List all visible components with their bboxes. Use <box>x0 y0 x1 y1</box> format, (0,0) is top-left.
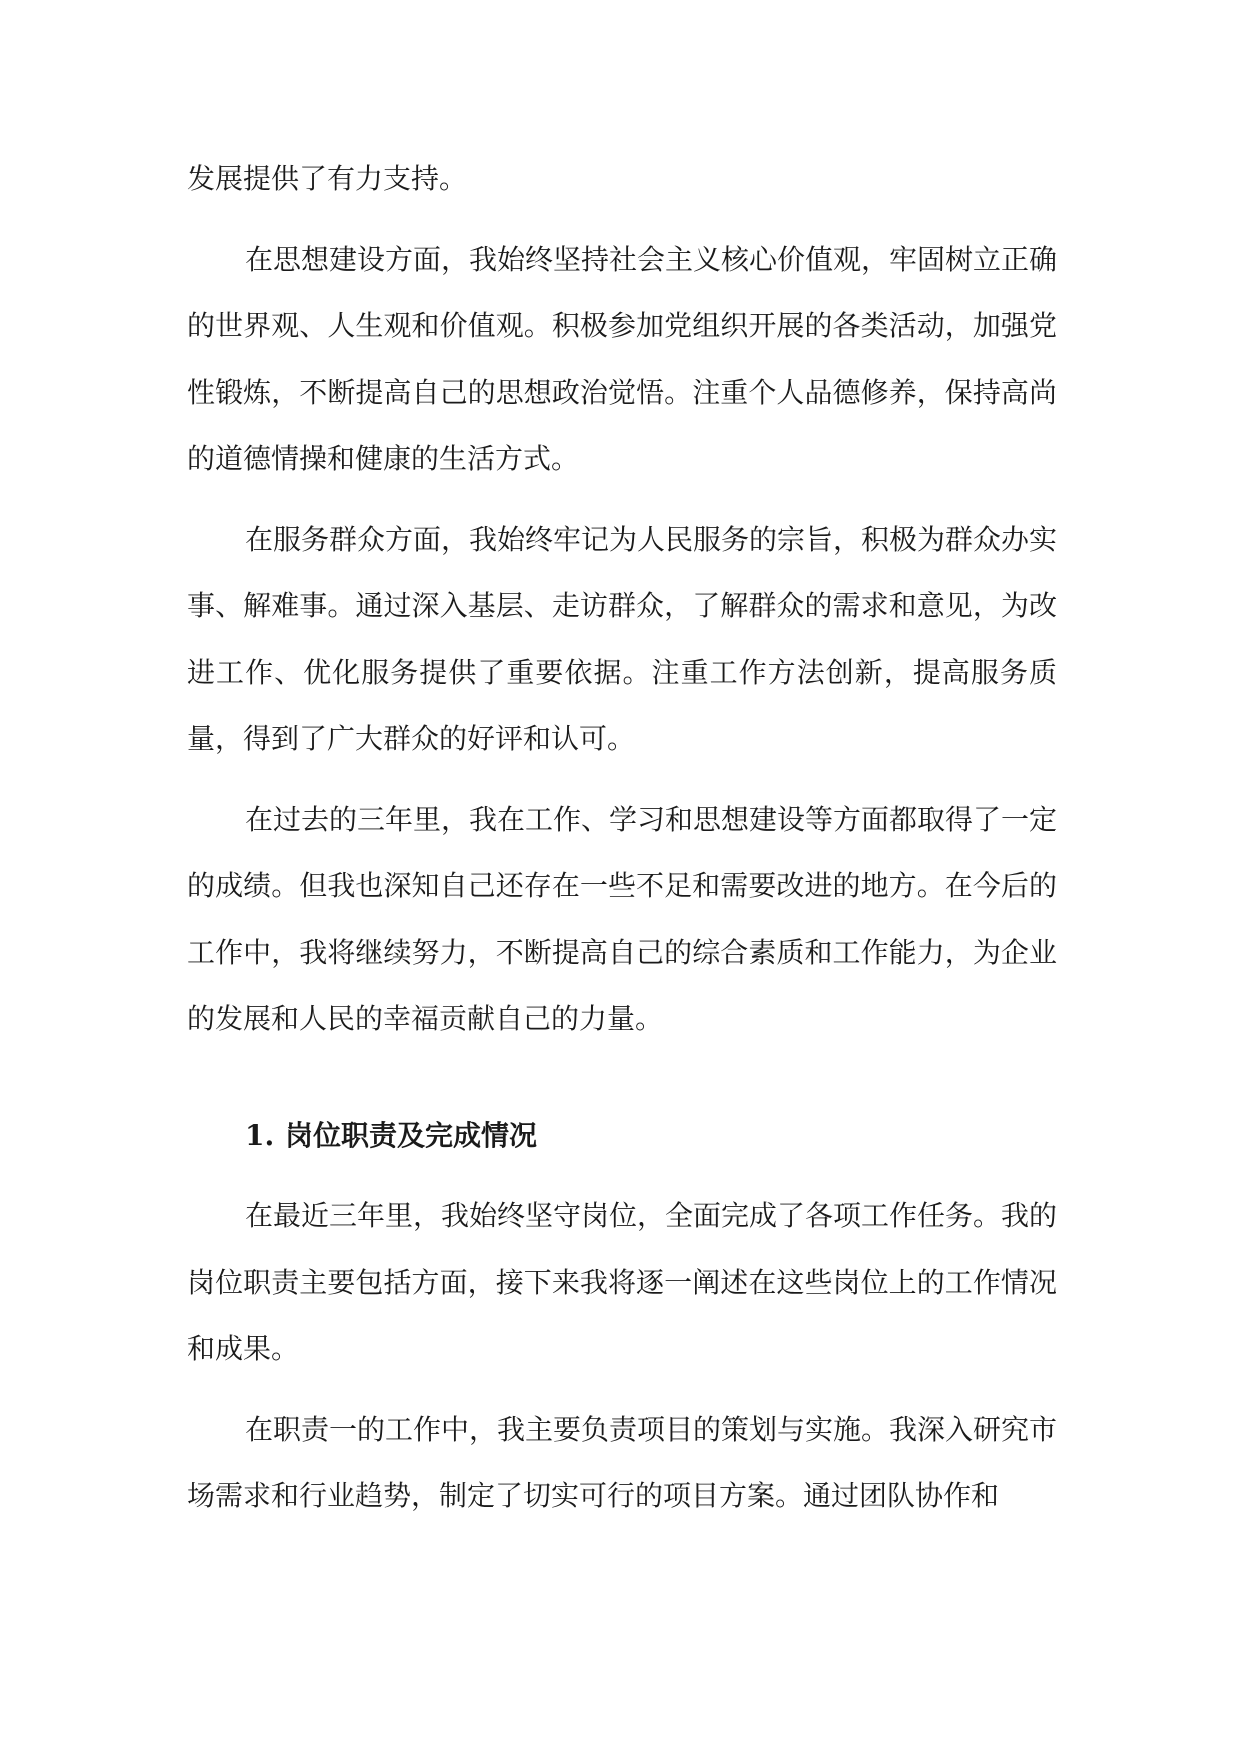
paragraph-ideology: 在思想建设方面，我始终坚持社会主义核心价值观，牢固树立正确的世界观、人生观和价值观。积极参加党组织开展的各类活动，加强党性锻炼，不断提高自己的思想政治觉悟。注重个人品德修养，保持高尚的道德情操和健康的生活方式。 <box>187 242 1058 475</box>
paragraph-summary: 在过去的三年里，我在工作、学习和思想建设等方面都取得了一定的成绩。但我也深知自己还存在一些不足和需要改进的地方。在今后的工作中，我将继续努力，不断提高自己的综合素质和工作能力，为企业的发展和人民的幸福贡献自己的力量。 <box>187 802 1058 1035</box>
paragraph-service: 在服务群众方面，我始终牢记为人民服务的宗旨，积极为群众办实事、解难事。通过深入基层、走访群众，了解群众的需求和意见，为改进工作、优化服务提供了重要依据。注重工作方法创新，提高服务质量，得到了广大群众的好评和认可。 <box>187 522 1058 755</box>
document-page <box>187 146 1057 1530</box>
section-heading <box>187 1103 1057 1170</box>
paragraph-duty-one: 在职责一的工作中，我主要负责项目的策划与实施。我深入研究市场需求和行业趋势，制定了切实可行的项目方案。通过团队协作和 <box>187 1412 1058 1512</box>
paragraph-duties: 在最近三年里，我始终坚守岗位，全面完成了各项工作任务。我的岗位职责主要包括方面，接下来我将逐一阐述在这些岗位上的工作情况和成果。 <box>187 1199 1058 1365</box>
section-title: 岗位职责及完成情况 <box>285 1118 538 1152</box>
paragraph-continuation: 发展提供了有力支持。 <box>187 162 468 195</box>
section-number: 1. <box>245 1118 275 1152</box>
